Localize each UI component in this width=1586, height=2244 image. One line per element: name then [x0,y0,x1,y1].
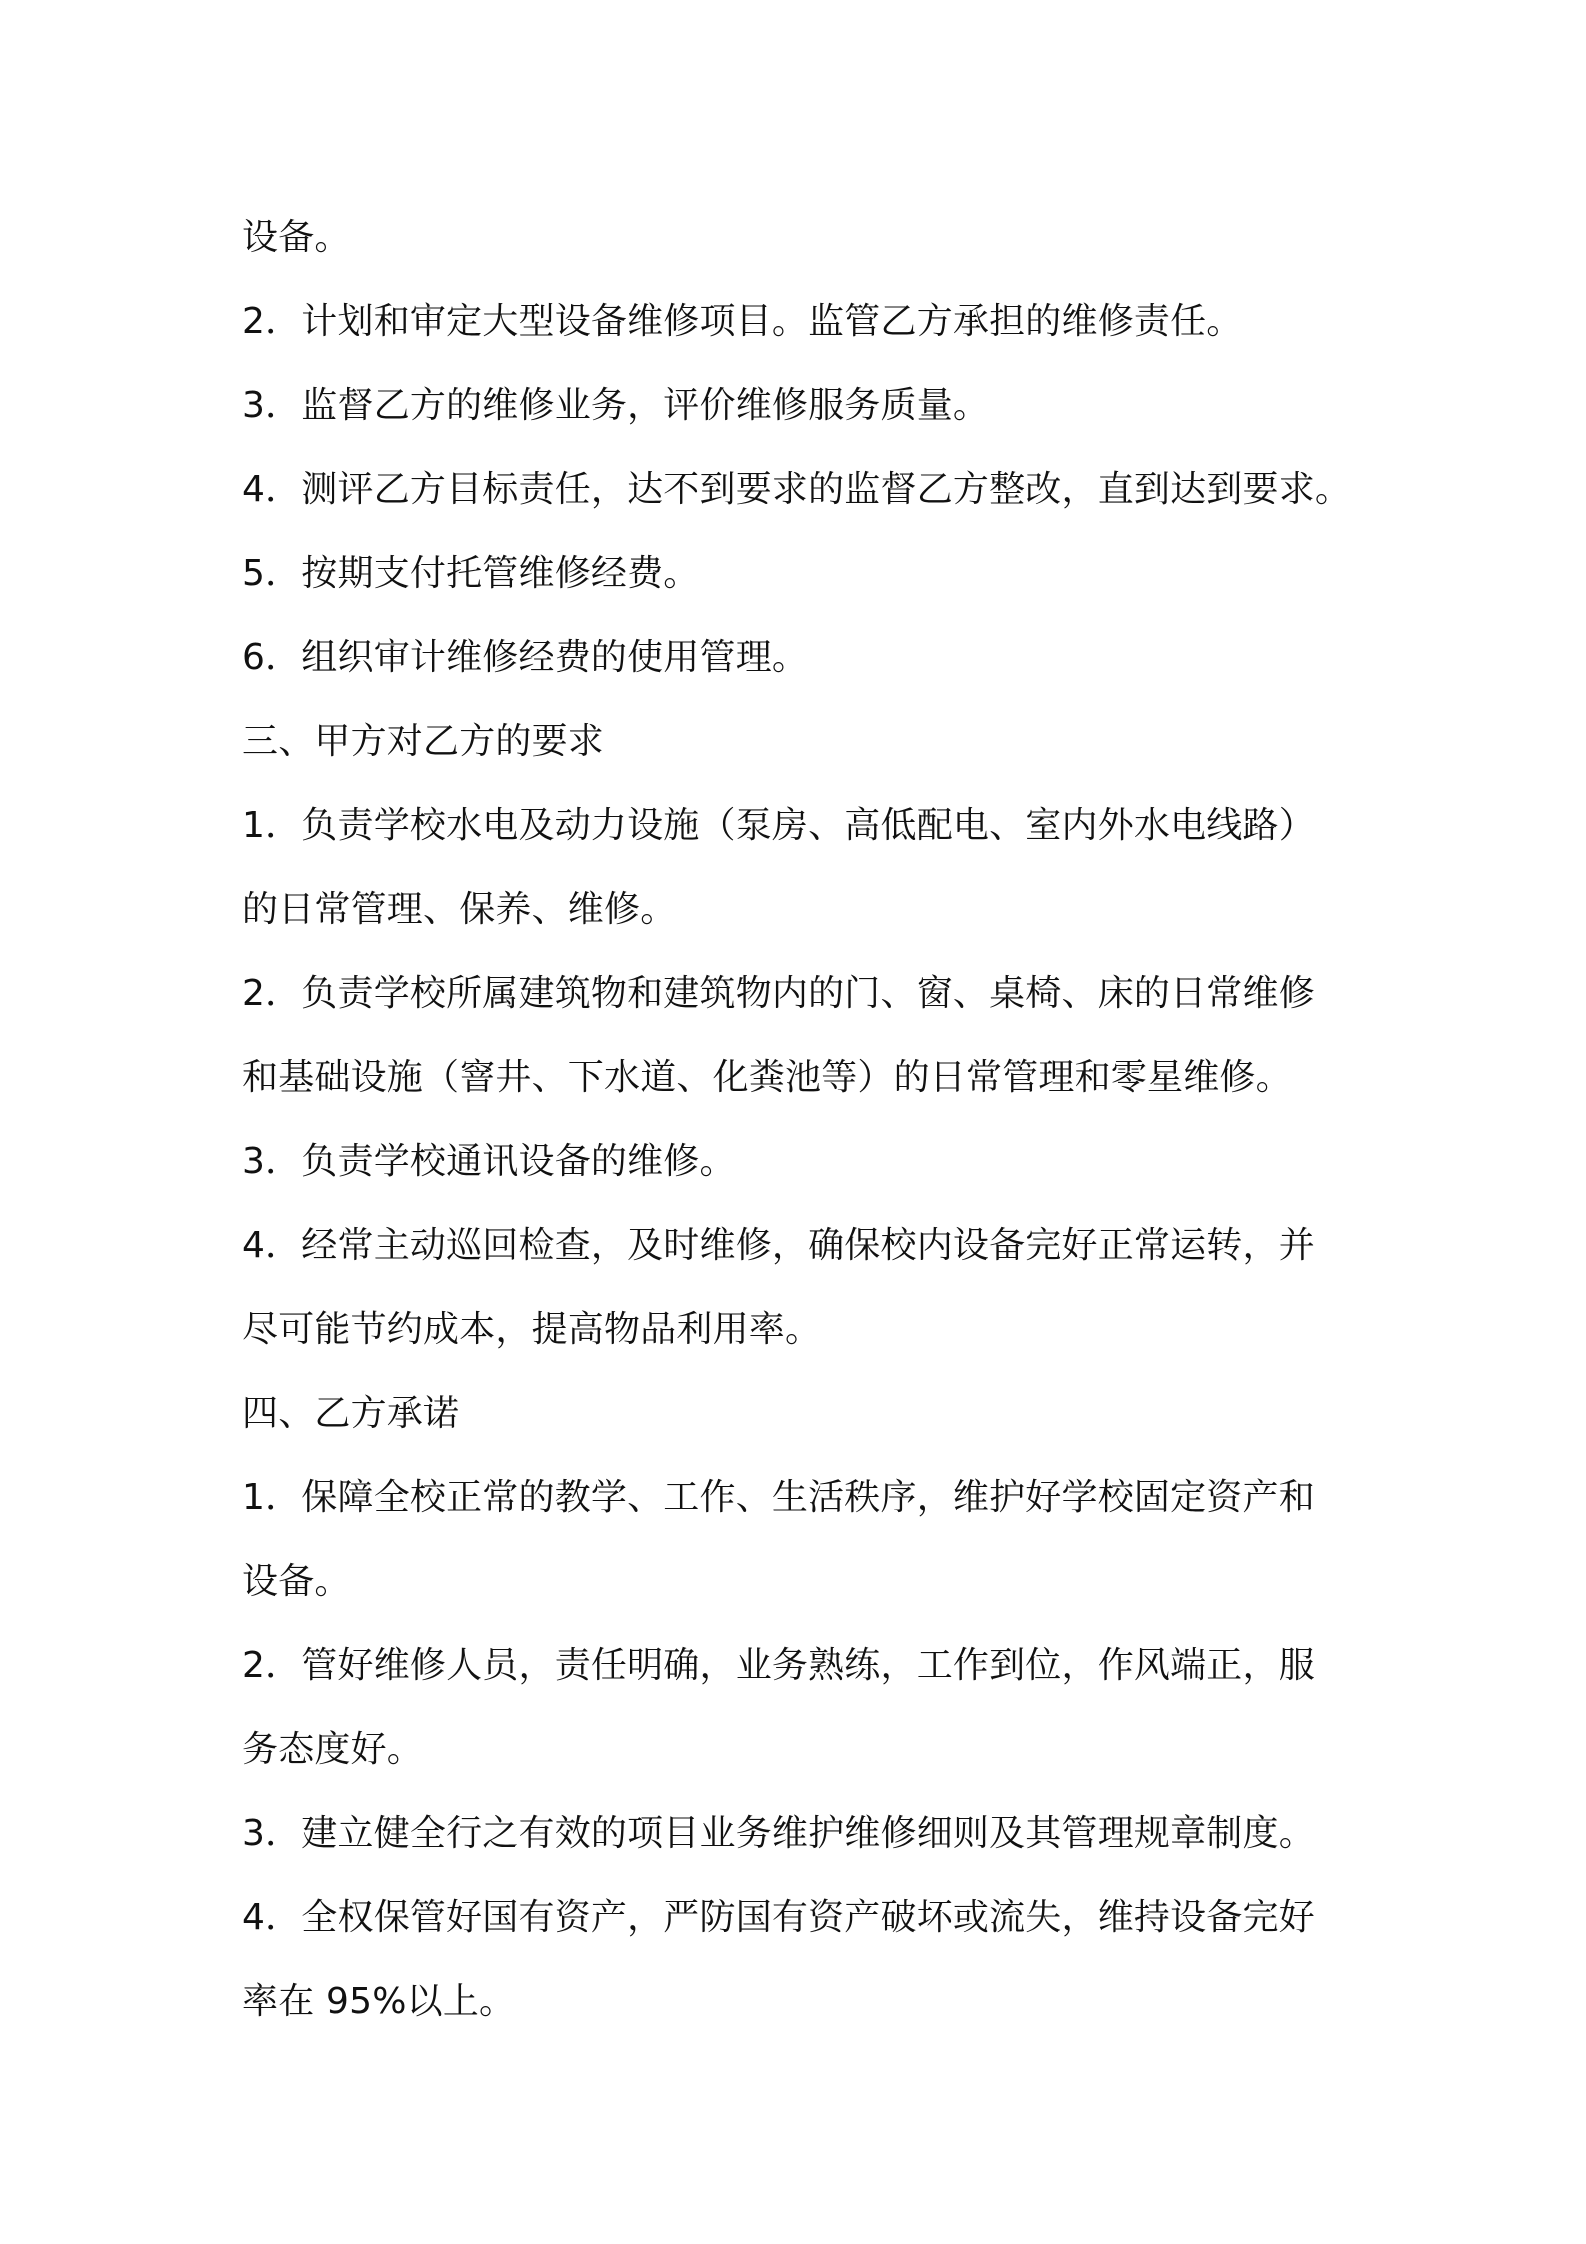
list-item: 6．组织审计维修经费的使用管理。 [242,637,809,678]
list-item: 4．全权保管好国有资产，严防国有资产破坏或流失，维持设备完好 [242,1897,1315,1938]
list-item: 3．监督乙方的维修业务，评价维修服务质量。 [242,385,990,426]
list-item: 3．建立健全行之有效的项目业务维护维修细则及其管理规章制度。 [242,1813,1315,1854]
list-item: 2．管好维修人员，责任明确，业务熟练，工作到位，作风端正，服 [242,1645,1315,1686]
section-heading: 三、甲方对乙方的要求 [242,721,605,762]
text-line: 和基础设施（窨井、下水道、化粪池等）的日常管理和零星维修。 [242,1057,1292,1098]
list-item: 4．经常主动巡回检查，及时维修，确保校内设备完好正常运转，并 [242,1225,1315,1266]
text-line: 的日常管理、保养、维修。 [242,889,677,930]
text-line: 率在 95%以上。 [242,1981,516,2022]
list-item: 1．负责学校水电及动力设施（泵房、高低配电、室内外水电线路） [242,805,1315,846]
text-line: 尽可能节约成本，提高物品利用率。 [242,1309,822,1350]
document-body [242,196,1372,2044]
list-item: 4．测评乙方目标责任，达不到要求的监督乙方整改，直到达到要求。 [242,469,1352,510]
section-heading: 四、乙方承诺 [242,1393,460,1434]
text-line: 设备。 [242,1561,351,1602]
list-item: 2．计划和审定大型设备维修项目。监管乙方承担的维修责任。 [242,301,1243,342]
text-line: 设备。 [242,217,351,258]
list-item: 5．按期支付托管维修经费。 [242,553,700,594]
list-item: 2．负责学校所属建筑物和建筑物内的门、窗、桌椅、床的日常维修 [242,973,1315,1014]
list-item: 1．保障全校正常的教学、工作、生活秩序，维护好学校固定资产和 [242,1477,1315,1518]
list-item: 3．负责学校通讯设备的维修。 [242,1141,736,1182]
text-line: 务态度好。 [242,1729,424,1770]
